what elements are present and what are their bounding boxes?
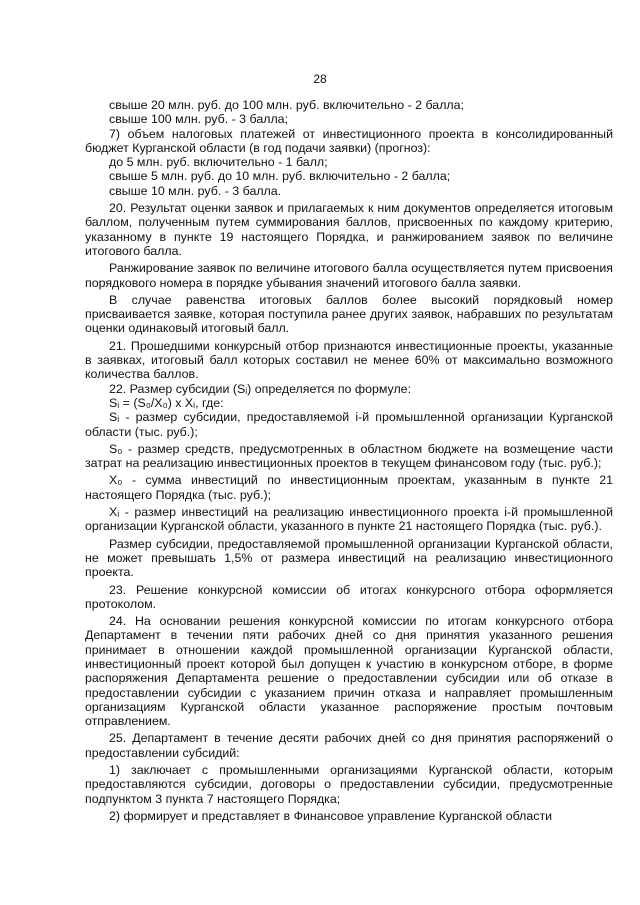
paragraph: 22. Размер субсидии (Sᵢ) определяется по формуле: <box>109 381 412 396</box>
paragraph: Xᵢ - размер инвестиций на реализацию инвестиционного проекта i-й промышленной организации Курганской области, указанного в пункте 21 настоящего Порядка (тыс. руб.). <box>85 505 613 534</box>
paragraph: X₀ - сумма инвестиций по инвестиционным проектам, указанным в пункте 21 настоящего Порядка (тыс. руб.); <box>85 473 613 502</box>
paragraph: свыше 20 млн. руб. до 100 млн. руб. включительно - 2 балла; <box>109 98 464 112</box>
paragraph: Sᵢ - размер субсидии, предоставляемой i-й промышленной организации Курганской области (тыс. руб.); <box>85 410 613 439</box>
paragraph: 20. Результат оценки заявок и прилагаемых к ним документов определяется итоговым баллом, полученным путем суммирования баллов, присвоенных по каждому критерию, указанному в пункте 19 настоящего Порядка, и ранжированием заявок по величине итогового балла. <box>85 201 613 258</box>
paragraph: Ранжирование заявок по величине итогового балла осуществляется путем присвоения порядкового номера в порядке убывания значений итогового балла заявки. <box>85 261 613 290</box>
paragraph: 21. Прошедшими конкурсный отбор признаются инвестиционные проекты, указанные в заявках, итоговый балл которых составил не менее 60% от максимально возможного количества баллов. <box>85 338 613 382</box>
formula: Sᵢ = (S₀/X₀) x Xᵢ, где: <box>109 395 224 410</box>
paragraph: 7) объем налоговых платежей от инвестиционного проекта в консолидированный бюджет Курганской области (в год подачи заявки) (прогноз): <box>85 126 613 155</box>
paragraph: 2) формирует и представляет в Финансовое управление Курганской области <box>109 808 553 823</box>
paragraph: 23. Решение конкурсной комиссии об итогах конкурсного отбора оформляется протоколом. <box>85 582 613 611</box>
paragraph: свыше 5 млн. руб. до 10 млн. руб. включительно - 2 балла; <box>109 169 451 184</box>
paragraph: S₀ - размер средств, предусмотренных в областном бюджете на возмещение части затрат на реализацию инвестиционных проектов в текущем финансовом году (тыс. руб.); <box>85 441 613 471</box>
page-number: 28 <box>313 72 327 86</box>
paragraph: 24. На основании решения конкурсной комиссии по итогам конкурсного отбора Департамент в течении пяти рабочих дней со дня принятия указанного решения принимает в отношении каждой промышленной организации Курганской области, инвестиционный проект которой был допущен к участию в конкурсном отборе, в форме распоряжения Департамента решение о предоставлении субсидии или об отказе в предоставлении субсидии с указанием причин отказа и направляет промышленным организациям Курганской области указанное распоряжение простым почтовым отправлением. <box>85 614 613 729</box>
paragraph: Размер субсидии, предоставляемой промышленной организации Курганской области, не может превышать 1,5% от размера инвестиций на реализацию инвестиционного проекта. <box>85 536 613 580</box>
paragraph: свыше 100 млн. руб. - 3 балла; <box>109 112 289 127</box>
paragraph: свыше 10 млн. руб. - 3 балла. <box>109 183 282 198</box>
paragraph: 1) заключает с промышленными организациями Курганской области, которым предоставляются субсидии, договоры о предоставлении субсидии, предусмотренные подпунктом 3 пункта 7 настоящего Порядка; <box>85 763 613 806</box>
paragraph: В случае равенства итоговых баллов более высокий порядковый номер присваивается заявке, которая поступила ранее других заявок, набравших по результатам оценки одинаковый итоговый балл. <box>85 292 613 336</box>
paragraph: 25. Департамент в течение десяти рабочих дней со дня принятия распоряжений о предоставлении субсидий: <box>85 731 613 760</box>
document-body <box>85 98 613 823</box>
paragraph: до 5 млн. руб. включительно - 1 балл; <box>109 155 328 170</box>
